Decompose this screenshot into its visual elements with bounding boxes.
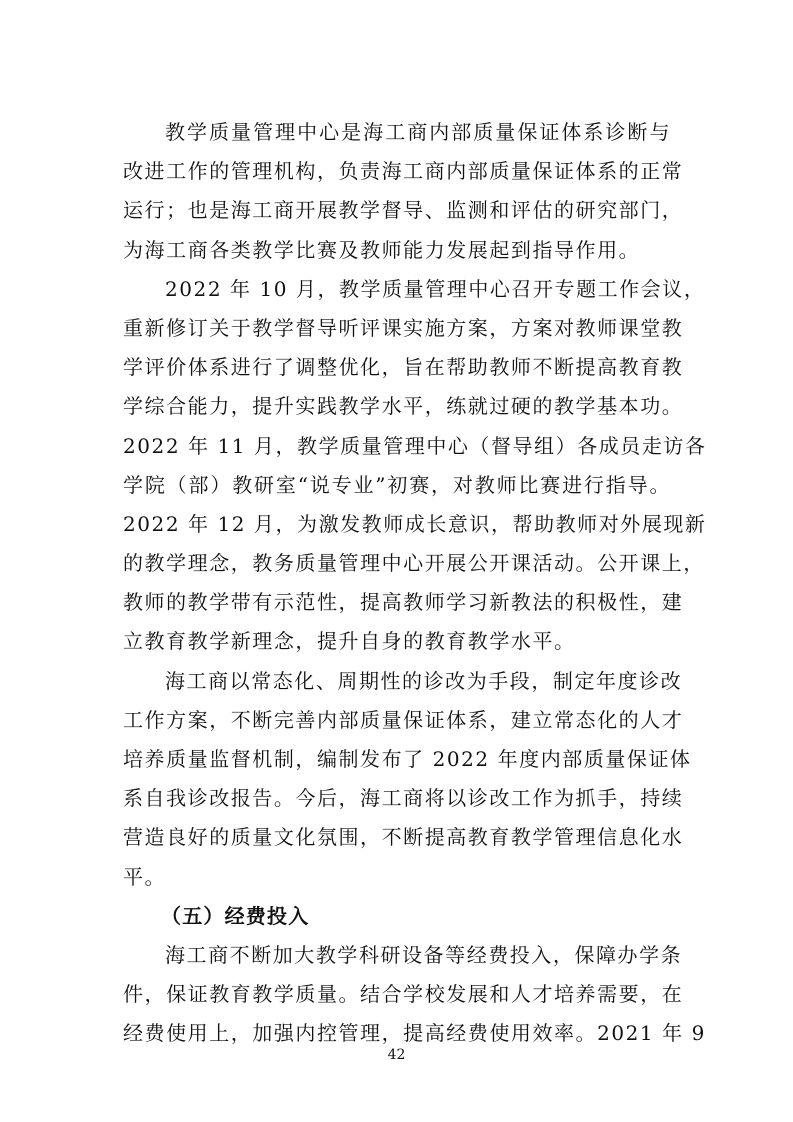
paragraph-diagnosis-reform — [123, 662, 692, 897]
text-line: 改进工作的管理机构，负责海工商内部质量保证体系的正常 — [123, 159, 684, 184]
text-line: 工作方案，不断完善内部质量保证体系，建立常态化的人才 — [123, 707, 684, 732]
text-line: 为海工商各类教学比赛及教师能力发展起到指导作用。 — [123, 237, 641, 262]
page-number: 42 — [387, 1047, 406, 1063]
text-line: 2022 年 10 月，教学质量管理中心召开专题工作会议， — [165, 276, 706, 301]
paragraph-2022-activities — [123, 270, 707, 662]
text-line: 运行；也是海工商开展教学督导、监测和评估的研究部门， — [123, 198, 684, 223]
text-line: 学综合能力，提升实践教学水平，练就过硬的教学基本功。 — [123, 394, 684, 419]
text-line: 营造良好的质量文化氛围，不断提高教育教学管理信息化水 — [123, 825, 684, 850]
section-heading: （五）经费投入 — [161, 903, 310, 928]
text-line: 学评价体系进行了调整优化，旨在帮助教师不断提高教育教 — [123, 355, 684, 380]
text-line: 平。 — [123, 864, 167, 889]
text-line: 教学质量管理中心是海工商内部质量保证体系诊断与 — [165, 120, 671, 144]
text-line: 2022 年 12 月，为激发教师成长意识，帮助教师对外展现新 — [123, 511, 707, 536]
text-line: 系自我诊改报告。今后，海工商将以诊改工作为抓手，持续 — [123, 786, 684, 811]
text-line: 教师的教学带有示范性，提高教师学习新教法的积极性，建 — [123, 590, 684, 615]
body-text — [123, 113, 707, 1054]
text-line: 立教育教学新理念，提升自身的教育教学水平。 — [123, 629, 576, 654]
text-line: 学院（部）教研室“说专业”初赛，对教师比赛进行指导。 — [123, 472, 671, 497]
text-line: 的教学理念，教务质量管理中心开展公开课活动。公开课上， — [123, 551, 705, 576]
text-line: 件，保证教育教学质量。结合学校发展和人才培养需要，在 — [123, 982, 684, 1007]
text-line: 经费使用上，加强内控管理，提高经费使用效率。2021 年 9 — [123, 1021, 706, 1046]
text-line: 海工商不断加大教学科研设备等经费投入，保障办学条 — [165, 942, 683, 967]
text-line: 2022 年 11 月，教学质量管理中心（督导组）各成员走访各 — [123, 433, 707, 458]
text-line: 海工商以常态化、周期性的诊改为手段，制定年度诊改 — [165, 668, 683, 693]
text-line: 重新修订关于教学督导听评课实施方案，方案对教师课堂教 — [123, 315, 684, 340]
text-line: 培养质量监督机制，编制发布了 2022 年度内部质量保证体 — [123, 747, 692, 771]
paragraph-funding — [123, 936, 706, 1054]
paragraph-quality-center — [123, 113, 684, 270]
